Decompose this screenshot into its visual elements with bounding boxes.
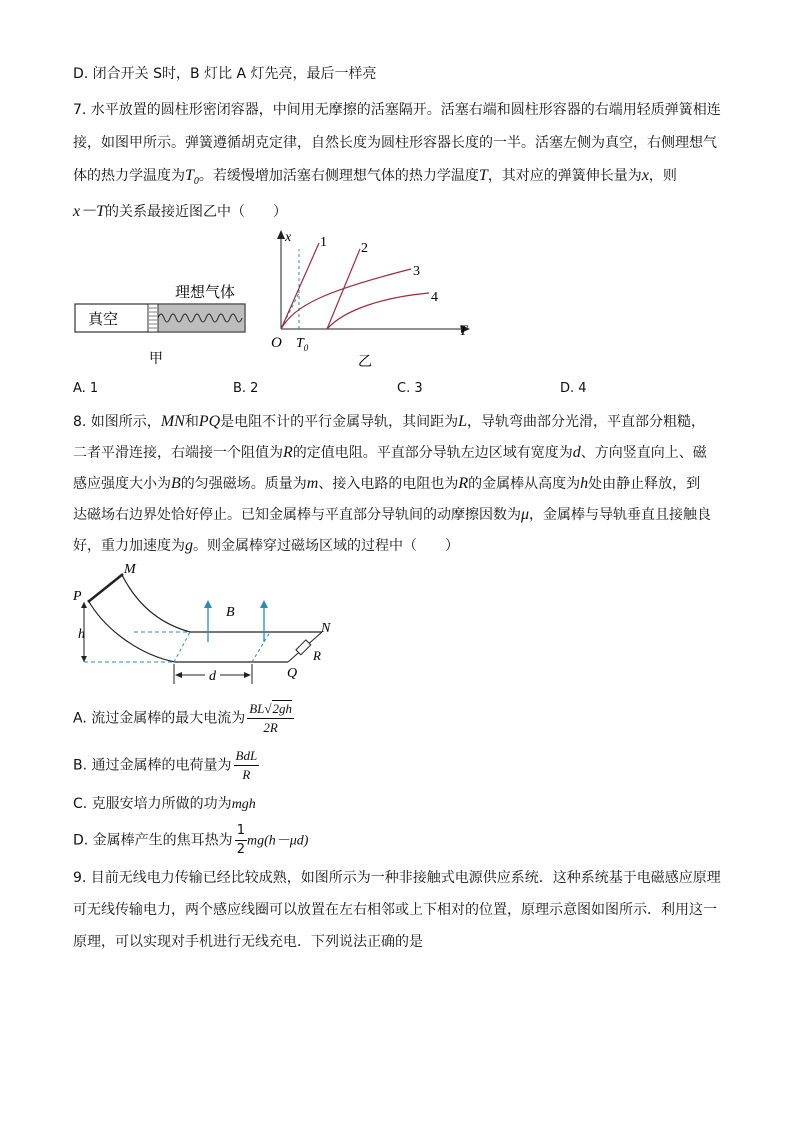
figure-jia-caption: 甲: [149, 352, 163, 367]
q9-line-3: 原理，可以实现对手机进行无线充电．下列说法正确的是: [73, 934, 423, 950]
symbol-t0: $T_0$: [185, 167, 199, 188]
q7-line-2: 接，如图甲所示。弹簧遵循胡克定律，自然长度为圆柱形容器长度的一半。活塞左侧为真空，右侧理想气: [73, 135, 717, 151]
q7-text-3a: 体的热力学温度为: [73, 168, 185, 184]
q8-line-2: 二者平滑连接，右端接一个阻值为R的定值电阻。平直部分导轨左边区域有宽度为d、方向竖直向上、磁: [73, 444, 707, 461]
vacuum-label: 真空: [88, 312, 119, 328]
origin-label: O: [271, 335, 282, 351]
curve-2-label: 2: [361, 241, 368, 256]
symbol-l: L: [458, 413, 468, 430]
q8-line-3: 感应强度大小为B的匀强磁场。质量为m、接入电路的电阻也为R的金属棒从高度为h处由静止释放，到: [73, 475, 701, 492]
symbol-t: T: [478, 167, 488, 184]
symbol-x-t: x－T: [73, 203, 106, 220]
symbol-g: g: [185, 537, 193, 554]
x-axis-label: T: [459, 323, 468, 339]
curve-1-label: 1: [320, 235, 327, 250]
symbol-h: h: [580, 475, 589, 492]
resistor: [296, 640, 311, 655]
q7-line-1: 7. 水平放置的圆柱形密闭容器，中间用无摩擦的活塞隔开。活塞右端和圆柱形容器的右端用轻质弹簧相连: [73, 102, 721, 118]
q7-option-d: D. 4: [560, 381, 587, 396]
symbol-b: B: [171, 475, 181, 492]
symbol-d: d: [572, 444, 581, 461]
label-d: d: [209, 669, 216, 684]
label-n: N: [321, 621, 331, 636]
q7-line-4: [73, 202, 287, 222]
symbol-mu: μ: [521, 506, 530, 523]
label-m: M: [124, 562, 136, 577]
curve-1: [281, 243, 319, 329]
q7-option-b: B. 2: [233, 381, 259, 396]
label-r: R: [313, 648, 321, 663]
t0-label: $T_0$: [296, 336, 309, 353]
metal-rod: [88, 574, 123, 602]
q7-text-3c: ，其对应的弹簧伸长量为: [487, 168, 642, 184]
symbol-x: x: [641, 167, 649, 184]
q7-line-3: [73, 166, 677, 192]
curve-4-label: 4: [431, 290, 438, 305]
rail-mn: [122, 575, 322, 632]
q7-text-3d: ，则: [648, 168, 677, 184]
curve-4: [327, 293, 429, 329]
q8-option-a: A. 流过金属棒的最大电流为 $\frac{BL√2gh}{2R}$: [73, 701, 293, 735]
figure-jia: [70, 280, 250, 370]
curve-3-label: 3: [413, 264, 420, 279]
figure-q8: [70, 560, 350, 690]
label-h: h: [78, 627, 85, 642]
gas-label: 理想气体: [175, 285, 236, 301]
symbol-r: R: [283, 444, 293, 461]
field-right-edge: [252, 632, 270, 662]
label-p: P: [73, 589, 82, 604]
label-q: Q: [287, 666, 298, 681]
q8-line-5: 好，重力加速度为g。则金属棒穿过磁场区域的过程中（ ）: [73, 537, 459, 554]
q7-option-a: A. 1: [73, 381, 99, 396]
symbol-pq: PQ: [198, 413, 221, 430]
symbol-m: m: [306, 475, 319, 492]
q9-line-2: 可无线传输电力，两个感应线圈可以放置在左右相邻或上下相对的位置，原理示意图如图所示．利用这一: [73, 902, 717, 918]
q8-option-d: D. 金属棒产生的焦耳热为 $\frac{1}{2}$ mg(h－μd): [73, 823, 309, 857]
symbol-mn: MN: [160, 413, 185, 430]
label-b: B: [226, 605, 235, 620]
q9-line-1: 9. 目前无线电力传输已经比较成熟，如图所示为一种非接触式电源供应系统．这种系统基于电磁感应原理: [73, 870, 721, 886]
q8-line-1: 8. 如图所示，MN和PQ是电阻不计的平行金属导轨，其间距为L，导轨弯曲部分光滑，平直部分粗糙，: [73, 413, 706, 430]
y-axis-label: x: [285, 230, 292, 245]
q8-option-b: B. 通过金属棒的电荷量为 $\frac{\text{BdL}}{R}$: [73, 748, 258, 782]
q7-option-c: C. 3: [397, 381, 423, 396]
figure-yi-caption: 乙: [358, 355, 372, 370]
figure-yi: [265, 225, 480, 370]
q7-text-3b: 。若缓慢增加活塞右侧理想气体的热力学温度: [198, 168, 479, 184]
field-left-edge: [174, 632, 190, 662]
q8-line-4: 达磁场右边界处恰好停止。已知金属棒与平直部分导轨间的动摩擦因数为μ，金属棒与导轨垂直且接触良: [73, 506, 712, 523]
prev-option-d: D. 闭合开关 S时，B 灯比 A 灯先亮，最后一样亮: [73, 66, 377, 82]
q7-text-4: 的关系最接近图乙中（ ）: [105, 204, 288, 220]
q8-option-c: C. 克服安培力所做的功为mgh: [73, 796, 256, 812]
symbol-r2: R: [458, 475, 469, 492]
